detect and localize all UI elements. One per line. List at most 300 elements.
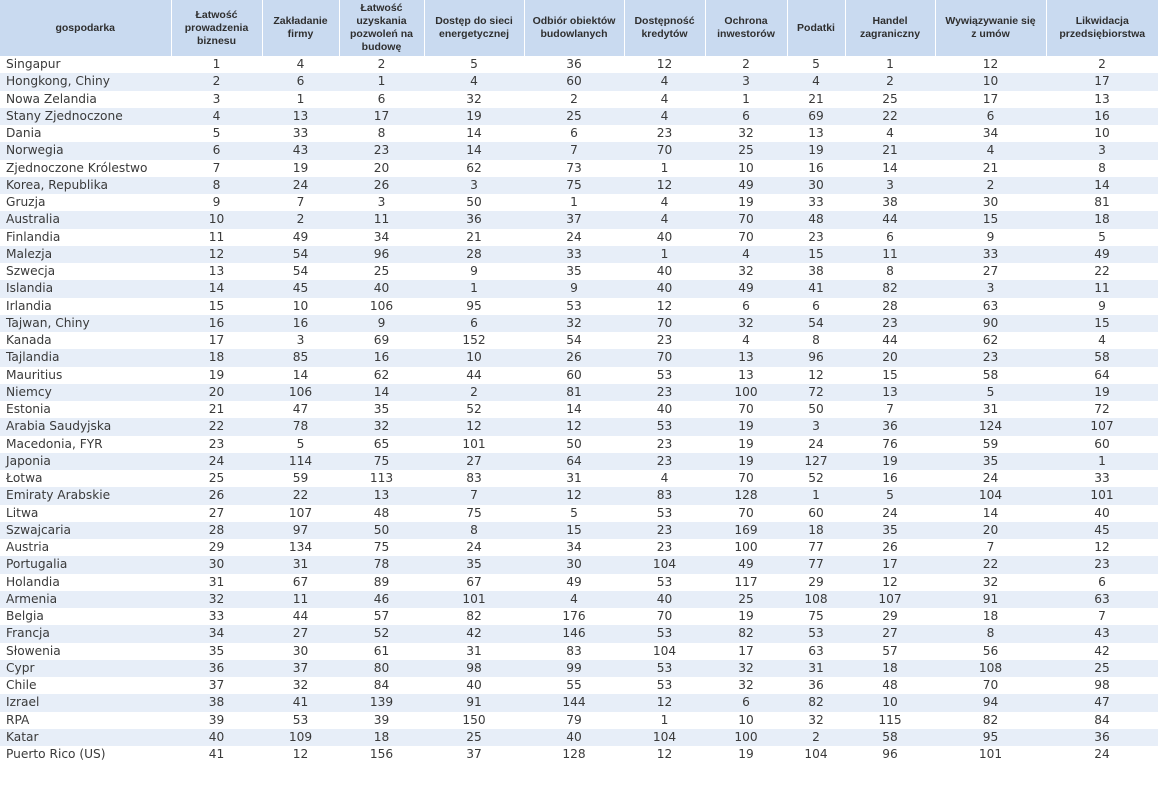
column-header-investor-protection: Ochrona inwestorów [705,0,787,56]
country-cell: Zjednoczone Królestwo [0,160,171,177]
country-cell: Gruzja [0,194,171,211]
rank-cell-ease-of-doing-business: 32 [171,591,262,608]
rank-cell-foreign-trade: 82 [845,280,935,297]
rank-cell-foreign-trade: 38 [845,194,935,211]
rank-cell-construction-permits: 113 [339,470,424,487]
rank-cell-building-acceptance: 64 [524,453,624,470]
rank-cell-electricity-access: 14 [424,142,524,159]
rank-cell-starting-business: 54 [262,246,339,263]
rank-cell-contract-enforcement: 4 [935,142,1046,159]
rank-cell-ease-of-doing-business: 23 [171,436,262,453]
rank-cell-starting-business: 12 [262,746,339,763]
rank-cell-building-acceptance: 81 [524,384,624,401]
table-row [0,263,1158,280]
rank-cell-credit-access: 70 [624,142,705,159]
table-row [0,298,1158,315]
rank-cell-contract-enforcement: 14 [935,505,1046,522]
rank-cell-ease-of-doing-business: 1 [171,56,262,73]
rank-cell-ease-of-doing-business: 29 [171,539,262,556]
rank-cell-foreign-trade: 12 [845,574,935,591]
table-row [0,574,1158,591]
country-cell: Emiraty Arabskie [0,487,171,504]
rank-cell-taxes: 77 [787,556,845,573]
rank-cell-business-liquidation: 8 [1046,160,1158,177]
rank-cell-credit-access: 104 [624,643,705,660]
table-row [0,125,1158,142]
rank-cell-contract-enforcement: 108 [935,660,1046,677]
rank-cell-taxes: 36 [787,677,845,694]
rank-cell-business-liquidation: 14 [1046,177,1158,194]
rank-cell-foreign-trade: 13 [845,384,935,401]
rank-cell-taxes: 77 [787,539,845,556]
rank-cell-contract-enforcement: 95 [935,729,1046,746]
rank-cell-contract-enforcement: 63 [935,298,1046,315]
rank-cell-electricity-access: 10 [424,349,524,366]
rank-cell-construction-permits: 75 [339,453,424,470]
rank-cell-credit-access: 53 [624,505,705,522]
rank-cell-credit-access: 53 [624,574,705,591]
rank-cell-construction-permits: 9 [339,315,424,332]
rank-cell-contract-enforcement: 18 [935,608,1046,625]
rank-cell-contract-enforcement: 62 [935,332,1046,349]
rank-cell-taxes: 54 [787,315,845,332]
rank-cell-starting-business: 30 [262,643,339,660]
rank-cell-starting-business: 2 [262,211,339,228]
rank-cell-business-liquidation: 12 [1046,539,1158,556]
rank-cell-contract-enforcement: 7 [935,539,1046,556]
rank-cell-business-liquidation: 43 [1046,625,1158,642]
rank-cell-investor-protection: 32 [705,660,787,677]
table-row [0,367,1158,384]
table-row [0,229,1158,246]
rank-cell-ease-of-doing-business: 41 [171,746,262,763]
rank-cell-building-acceptance: 30 [524,556,624,573]
rank-cell-business-liquidation: 19 [1046,384,1158,401]
rank-cell-building-acceptance: 2 [524,91,624,108]
table-header [0,0,1158,56]
rank-cell-business-liquidation: 18 [1046,211,1158,228]
column-header-building-acceptance: Odbiór obiektów budowlanych [524,0,624,56]
rank-cell-credit-access: 53 [624,677,705,694]
rank-cell-credit-access: 12 [624,694,705,711]
table-row [0,384,1158,401]
rank-cell-electricity-access: 12 [424,418,524,435]
column-header-starting-business: Zakładanie firmy [262,0,339,56]
rank-cell-investor-protection: 32 [705,125,787,142]
rank-cell-contract-enforcement: 10 [935,73,1046,90]
rank-cell-starting-business: 11 [262,591,339,608]
rank-cell-foreign-trade: 24 [845,505,935,522]
rank-cell-starting-business: 32 [262,677,339,694]
rank-cell-construction-permits: 48 [339,505,424,522]
country-cell: RPA [0,712,171,729]
rank-cell-taxes: 53 [787,625,845,642]
rank-cell-starting-business: 3 [262,332,339,349]
rank-cell-taxes: 18 [787,522,845,539]
rank-cell-construction-permits: 50 [339,522,424,539]
rank-cell-starting-business: 47 [262,401,339,418]
rank-cell-foreign-trade: 35 [845,522,935,539]
rank-cell-ease-of-doing-business: 36 [171,660,262,677]
rank-cell-starting-business: 85 [262,349,339,366]
rank-cell-construction-permits: 78 [339,556,424,573]
rank-cell-taxes: 8 [787,332,845,349]
rank-cell-electricity-access: 28 [424,246,524,263]
rank-cell-construction-permits: 69 [339,332,424,349]
rank-cell-investor-protection: 6 [705,298,787,315]
rank-cell-taxes: 72 [787,384,845,401]
rank-cell-ease-of-doing-business: 34 [171,625,262,642]
rank-cell-business-liquidation: 45 [1046,522,1158,539]
rank-cell-electricity-access: 6 [424,315,524,332]
rank-cell-taxes: 60 [787,505,845,522]
rank-cell-credit-access: 4 [624,211,705,228]
rank-cell-credit-access: 4 [624,108,705,125]
rank-cell-electricity-access: 5 [424,56,524,73]
rank-cell-ease-of-doing-business: 11 [171,229,262,246]
rank-cell-starting-business: 37 [262,660,339,677]
country-cell: Szwajcaria [0,522,171,539]
rank-cell-building-acceptance: 34 [524,539,624,556]
rank-cell-construction-permits: 80 [339,660,424,677]
rank-cell-building-acceptance: 5 [524,505,624,522]
rank-cell-taxes: 33 [787,194,845,211]
rank-cell-contract-enforcement: 58 [935,367,1046,384]
rank-cell-ease-of-doing-business: 4 [171,108,262,125]
rank-cell-investor-protection: 1 [705,91,787,108]
rank-cell-contract-enforcement: 23 [935,349,1046,366]
rank-cell-electricity-access: 101 [424,591,524,608]
rank-cell-ease-of-doing-business: 20 [171,384,262,401]
rank-cell-ease-of-doing-business: 9 [171,194,262,211]
rank-cell-ease-of-doing-business: 3 [171,91,262,108]
rank-cell-building-acceptance: 55 [524,677,624,694]
rank-cell-business-liquidation: 11 [1046,280,1158,297]
table-row [0,73,1158,90]
rank-cell-credit-access: 4 [624,73,705,90]
table-row [0,694,1158,711]
table-row [0,194,1158,211]
rank-cell-construction-permits: 6 [339,91,424,108]
rank-cell-foreign-trade: 115 [845,712,935,729]
rank-cell-foreign-trade: 44 [845,332,935,349]
rank-cell-electricity-access: 50 [424,194,524,211]
rank-cell-investor-protection: 32 [705,315,787,332]
rank-cell-credit-access: 40 [624,229,705,246]
country-cell: Austria [0,539,171,556]
rank-cell-credit-access: 40 [624,280,705,297]
country-cell: Finlandia [0,229,171,246]
table-row [0,608,1158,625]
rank-cell-investor-protection: 100 [705,384,787,401]
rank-cell-investor-protection: 19 [705,746,787,763]
rank-cell-taxes: 6 [787,298,845,315]
table-row [0,453,1158,470]
table-row [0,56,1158,73]
rank-cell-construction-permits: 46 [339,591,424,608]
rank-cell-electricity-access: 91 [424,694,524,711]
rank-cell-credit-access: 12 [624,56,705,73]
rank-cell-starting-business: 13 [262,108,339,125]
rank-cell-ease-of-doing-business: 31 [171,574,262,591]
rank-cell-building-acceptance: 25 [524,108,624,125]
table-row [0,280,1158,297]
table-row [0,315,1158,332]
rank-cell-construction-permits: 52 [339,625,424,642]
rank-cell-taxes: 32 [787,712,845,729]
country-cell: Armenia [0,591,171,608]
rank-cell-investor-protection: 70 [705,211,787,228]
rank-cell-building-acceptance: 53 [524,298,624,315]
rank-cell-business-liquidation: 33 [1046,470,1158,487]
rank-cell-foreign-trade: 2 [845,73,935,90]
rank-cell-credit-access: 40 [624,591,705,608]
rank-cell-ease-of-doing-business: 12 [171,246,262,263]
rank-cell-electricity-access: 101 [424,436,524,453]
rank-cell-starting-business: 107 [262,505,339,522]
rank-cell-business-liquidation: 6 [1046,574,1158,591]
rank-cell-ease-of-doing-business: 21 [171,401,262,418]
column-header-construction-permits: Łatwość uzyskania pozwoleń na budowę [339,0,424,56]
rank-cell-electricity-access: 9 [424,263,524,280]
country-cell: Dania [0,125,171,142]
rank-cell-starting-business: 97 [262,522,339,539]
rank-cell-foreign-trade: 16 [845,470,935,487]
rank-cell-taxes: 13 [787,125,845,142]
rank-cell-starting-business: 78 [262,418,339,435]
rank-cell-investor-protection: 4 [705,332,787,349]
column-header-economy: gospodarka [0,0,171,56]
rank-cell-construction-permits: 20 [339,160,424,177]
rank-cell-ease-of-doing-business: 8 [171,177,262,194]
rank-cell-taxes: 75 [787,608,845,625]
rank-cell-foreign-trade: 18 [845,660,935,677]
table-row [0,712,1158,729]
rank-cell-electricity-access: 82 [424,608,524,625]
rank-cell-building-acceptance: 36 [524,56,624,73]
rank-cell-business-liquidation: 36 [1046,729,1158,746]
rank-cell-construction-permits: 65 [339,436,424,453]
rank-cell-credit-access: 104 [624,556,705,573]
rank-cell-credit-access: 1 [624,712,705,729]
rank-cell-taxes: 30 [787,177,845,194]
rank-cell-construction-permits: 57 [339,608,424,625]
country-cell: Tajwan, Chiny [0,315,171,332]
table-row [0,211,1158,228]
rank-cell-contract-enforcement: 91 [935,591,1046,608]
rank-cell-ease-of-doing-business: 6 [171,142,262,159]
rank-cell-building-acceptance: 40 [524,729,624,746]
country-cell: Japonia [0,453,171,470]
rank-cell-foreign-trade: 28 [845,298,935,315]
column-header-taxes: Podatki [787,0,845,56]
rank-cell-building-acceptance: 79 [524,712,624,729]
rank-cell-investor-protection: 6 [705,694,787,711]
rank-cell-foreign-trade: 1 [845,56,935,73]
rank-cell-foreign-trade: 22 [845,108,935,125]
rank-cell-ease-of-doing-business: 10 [171,211,262,228]
rank-cell-foreign-trade: 6 [845,229,935,246]
country-cell: Malezja [0,246,171,263]
rank-cell-taxes: 127 [787,453,845,470]
rank-cell-credit-access: 40 [624,401,705,418]
rank-cell-investor-protection: 25 [705,591,787,608]
rank-cell-contract-enforcement: 94 [935,694,1046,711]
table-row [0,729,1158,746]
rank-cell-business-liquidation: 81 [1046,194,1158,211]
rank-cell-foreign-trade: 27 [845,625,935,642]
rank-cell-construction-permits: 75 [339,539,424,556]
rank-cell-credit-access: 23 [624,332,705,349]
rank-cell-foreign-trade: 10 [845,694,935,711]
rank-cell-starting-business: 6 [262,73,339,90]
rank-cell-electricity-access: 8 [424,522,524,539]
rank-cell-business-liquidation: 9 [1046,298,1158,315]
rank-cell-business-liquidation: 64 [1046,367,1158,384]
country-cell: Łotwa [0,470,171,487]
rank-cell-starting-business: 49 [262,229,339,246]
rank-cell-investor-protection: 10 [705,160,787,177]
table-row [0,349,1158,366]
rank-cell-starting-business: 54 [262,263,339,280]
rank-cell-starting-business: 16 [262,315,339,332]
rank-cell-business-liquidation: 4 [1046,332,1158,349]
rank-cell-investor-protection: 19 [705,436,787,453]
country-cell: Australia [0,211,171,228]
rank-cell-ease-of-doing-business: 14 [171,280,262,297]
rank-cell-electricity-access: 44 [424,367,524,384]
rank-cell-contract-enforcement: 101 [935,746,1046,763]
rank-cell-investor-protection: 13 [705,349,787,366]
rank-cell-starting-business: 7 [262,194,339,211]
rank-cell-electricity-access: 27 [424,453,524,470]
rank-cell-taxes: 38 [787,263,845,280]
rank-cell-contract-enforcement: 12 [935,56,1046,73]
country-cell: Cypr [0,660,171,677]
rank-cell-electricity-access: 75 [424,505,524,522]
rank-cell-investor-protection: 6 [705,108,787,125]
rank-cell-foreign-trade: 21 [845,142,935,159]
rank-cell-building-acceptance: 35 [524,263,624,280]
table-row [0,108,1158,125]
rank-cell-business-liquidation: 1 [1046,453,1158,470]
rank-cell-electricity-access: 95 [424,298,524,315]
rank-cell-business-liquidation: 42 [1046,643,1158,660]
country-cell: Norwegia [0,142,171,159]
rank-cell-building-acceptance: 176 [524,608,624,625]
rank-cell-foreign-trade: 44 [845,211,935,228]
rank-cell-building-acceptance: 60 [524,73,624,90]
rank-cell-starting-business: 31 [262,556,339,573]
rank-cell-credit-access: 1 [624,160,705,177]
rank-cell-building-acceptance: 26 [524,349,624,366]
rank-cell-building-acceptance: 33 [524,246,624,263]
rank-cell-foreign-trade: 11 [845,246,935,263]
rank-cell-taxes: 29 [787,574,845,591]
rank-cell-ease-of-doing-business: 16 [171,315,262,332]
rank-cell-credit-access: 12 [624,177,705,194]
table-row [0,522,1158,539]
rank-cell-contract-enforcement: 8 [935,625,1046,642]
rank-cell-taxes: 4 [787,73,845,90]
rank-cell-electricity-access: 42 [424,625,524,642]
rank-cell-foreign-trade: 19 [845,453,935,470]
rank-cell-foreign-trade: 7 [845,401,935,418]
table-row [0,539,1158,556]
rank-cell-investor-protection: 70 [705,229,787,246]
rank-cell-construction-permits: 16 [339,349,424,366]
table-row [0,246,1158,263]
country-cell: Holandia [0,574,171,591]
rank-cell-business-liquidation: 3 [1046,142,1158,159]
country-cell: Nowa Zelandia [0,91,171,108]
rank-cell-investor-protection: 32 [705,263,787,280]
rank-cell-taxes: 2 [787,729,845,746]
country-cell: Estonia [0,401,171,418]
rank-cell-starting-business: 5 [262,436,339,453]
rank-cell-building-acceptance: 37 [524,211,624,228]
rank-cell-starting-business: 106 [262,384,339,401]
country-cell: Hongkong, Chiny [0,73,171,90]
rank-cell-ease-of-doing-business: 13 [171,263,262,280]
rank-cell-business-liquidation: 2 [1046,56,1158,73]
rank-cell-business-liquidation: 25 [1046,660,1158,677]
rank-cell-foreign-trade: 20 [845,349,935,366]
rank-cell-business-liquidation: 40 [1046,505,1158,522]
table-row [0,332,1158,349]
rank-cell-business-liquidation: 5 [1046,229,1158,246]
rank-cell-ease-of-doing-business: 39 [171,712,262,729]
rank-cell-contract-enforcement: 35 [935,453,1046,470]
rank-cell-starting-business: 67 [262,574,339,591]
rank-cell-taxes: 24 [787,436,845,453]
rank-cell-starting-business: 10 [262,298,339,315]
rank-cell-investor-protection: 117 [705,574,787,591]
rank-cell-contract-enforcement: 5 [935,384,1046,401]
rank-cell-credit-access: 23 [624,384,705,401]
rank-cell-credit-access: 1 [624,246,705,263]
rank-cell-taxes: 23 [787,229,845,246]
rank-cell-business-liquidation: 13 [1046,91,1158,108]
table-row [0,487,1158,504]
rank-cell-ease-of-doing-business: 2 [171,73,262,90]
rank-cell-foreign-trade: 8 [845,263,935,280]
rank-cell-taxes: 5 [787,56,845,73]
rank-cell-electricity-access: 25 [424,729,524,746]
column-header-electricity-access: Dostęp do sieci energetycznej [424,0,524,56]
rank-cell-electricity-access: 62 [424,160,524,177]
rank-cell-building-acceptance: 9 [524,280,624,297]
rank-cell-starting-business: 1 [262,91,339,108]
rank-cell-investor-protection: 70 [705,505,787,522]
rank-cell-starting-business: 22 [262,487,339,504]
rank-cell-credit-access: 53 [624,418,705,435]
rank-cell-ease-of-doing-business: 17 [171,332,262,349]
rank-cell-electricity-access: 150 [424,712,524,729]
rank-cell-investor-protection: 4 [705,246,787,263]
rank-cell-credit-access: 4 [624,194,705,211]
rank-cell-construction-permits: 89 [339,574,424,591]
rank-cell-electricity-access: 52 [424,401,524,418]
rank-cell-business-liquidation: 23 [1046,556,1158,573]
rank-cell-business-liquidation: 72 [1046,401,1158,418]
rank-cell-business-liquidation: 15 [1046,315,1158,332]
rank-cell-taxes: 104 [787,746,845,763]
table-row [0,91,1158,108]
rank-cell-starting-business: 4 [262,56,339,73]
rank-cell-ease-of-doing-business: 38 [171,694,262,711]
rank-cell-foreign-trade: 48 [845,677,935,694]
